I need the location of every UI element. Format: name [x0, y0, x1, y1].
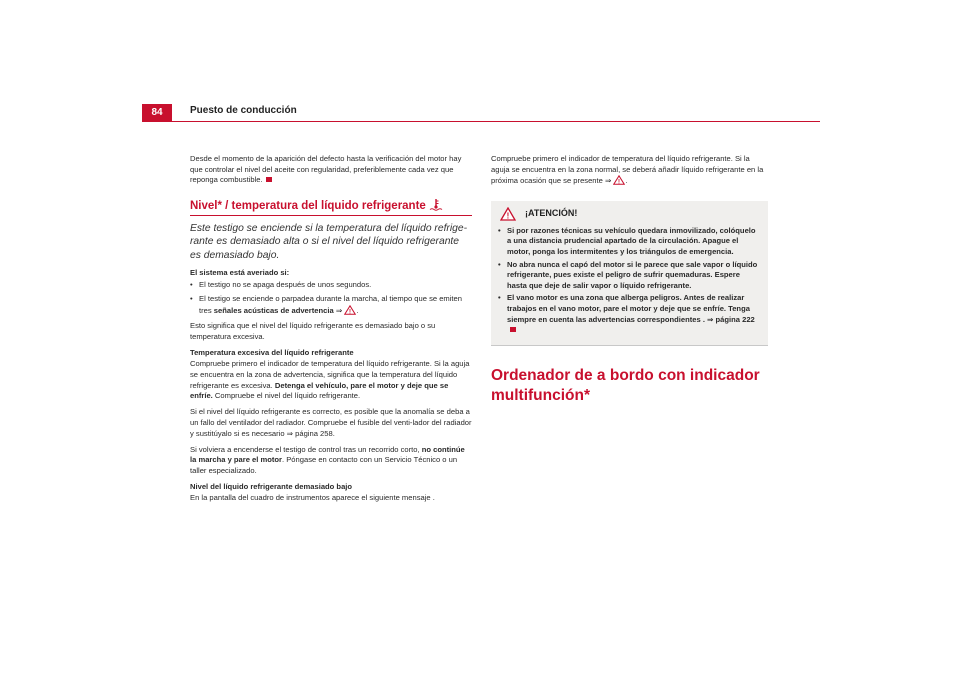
- low-paragraph: En la pantalla del cuadro de instrumentos aparece el siguiente mensaje .: [190, 493, 435, 503]
- coolant-temperature-icon: [429, 198, 443, 211]
- page-number: 84: [142, 104, 172, 121]
- warning-item: • No abra nunca el capó del motor si le parece que sale vapor o líquido refrigerante, pues existe el peligro de sufrir quemaduras. Espere hasta que deje de salir vapor o líquido refrigerante.: [498, 259, 758, 290]
- section-rule: [190, 215, 472, 216]
- fault-item: • El testigo se enciende o parpadea durante la marcha, al tiempo que se emiten tres señales acústicas de advertencia ⇒ ! .: [190, 293, 462, 315]
- warning-item: • El vano motor es una zona que alberga peligros. Antes de realizar trabajos en el vano motor, pare el motor y deje que se enfríe. Tenga siempre en cuenta las advertencias correspondientes . ⇒ página 222: [498, 293, 761, 335]
- warning-triangle-icon: [613, 175, 625, 185]
- intro-paragraph: Desde el momento de la aparición del defecto hasta la verificación del motor hay que controlar el nivel del aceite con regularidad, preferiblemente cada vez que reponga combustible.: [190, 154, 462, 185]
- section-intro: Este testigo se enciende si la temperatura del líquido refrige-rante es demasiado alta o si el nivel del líquido refrigerante es demasiado bajo.: [190, 222, 468, 261]
- check-paragraph: Compruebe primero el indicador de temperatura del líquido refrigerante. Si la aguja se encuentra en la zona normal, se deberá añadir líquido refrigerante en la próxima ocasión que se presente ⇒ ! .: [491, 154, 764, 186]
- section-title-trip-computer: Ordenador de a bordo con indicador multifunción*: [491, 366, 760, 404]
- warning-triangle-icon: [500, 207, 516, 221]
- fault-item: • El testigo no se apaga después de unos segundos.: [190, 280, 372, 290]
- svg-text:!: !: [349, 309, 352, 315]
- meaning-paragraph: Esto significa que el nivel del líquido refrigerante es demasiado bajo o su temperatura excesiva.: [190, 321, 436, 341]
- restart-paragraph: Si volviera a encenderse el testigo de control tras un recorrido corto, no continúe la marcha y pare el motor. Póngase en contacto con un Servicio Técnico o un taller especializado.: [190, 444, 465, 475]
- end-of-section-icon: [510, 327, 516, 332]
- left-column: [190, 154, 472, 510]
- warning-triangle-icon: [344, 305, 356, 315]
- page-header-title: Puesto de conducción: [190, 105, 297, 116]
- svg-text:!: !: [506, 211, 510, 221]
- end-of-section-icon: [266, 177, 272, 182]
- low-heading: Nivel del líquido refrigerante demasiado bajo: [190, 481, 353, 491]
- warning-box: [491, 201, 768, 346]
- warning-header: [498, 207, 761, 221]
- header-rule: [142, 121, 820, 122]
- temp-heading: Temperatura excesiva del líquido refrigerante: [190, 347, 354, 357]
- warning-title: ¡ATENCIÓN!: [525, 208, 578, 219]
- temp-paragraph: Compruebe primero el indicador de temperatura del líquido refrigerante. Si la aguja se encuentra en la zona de advertencia, significa que la temperatura del líquido refrigerante es excesiva. Detenga el vehículo, pare el motor y deje que se enfríe. Compruebe el nivel del líquido refrigerante.: [190, 359, 470, 401]
- section-title-coolant: Nivel* / temperatura del líquido refrigerante: [190, 198, 472, 214]
- fault-heading: El sistema está averiado si:: [190, 267, 290, 277]
- fan-paragraph: Si el nivel del líquido refrigerante es correcto, es posible que la anomalía se deba a un fallo del ventilador del radiador. Compruebe el fusible del venti-lador del radiador y sustitúyalo si es necesario ⇒ página 258.: [190, 407, 472, 438]
- warning-item: • Si por razones técnicas su vehículo quedara inmovilizado, colóquelo a una distancia prudencial apartado de la circulación. Apague el motor, ponga los intermitentes y los triángulos de emergencia.: [498, 225, 756, 256]
- right-column: [491, 154, 768, 406]
- svg-text:!: !: [618, 179, 621, 186]
